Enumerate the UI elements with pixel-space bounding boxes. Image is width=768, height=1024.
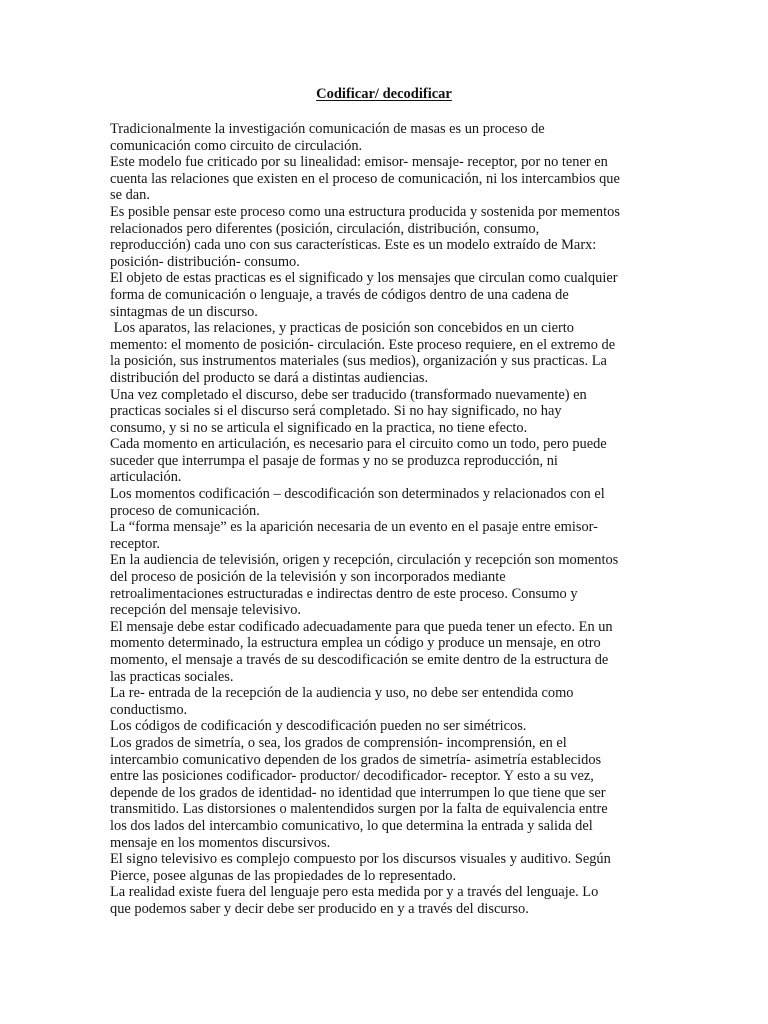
paragraph-line: Este modelo fue criticado por su linealidad: emisor- mensaje- receptor, por no tener en — [110, 154, 608, 171]
paragraph-line: las practicas sociales. — [110, 668, 234, 685]
paragraph-line: recepción del mensaje televisivo. — [110, 602, 301, 619]
paragraph — [110, 320, 655, 386]
paragraph-line: suceder que interrumpa el pasaje de formas y no se produzca reproducción, ni — [110, 452, 558, 469]
paragraph-line: En la audiencia de televisión, origen y recepción, circulación y recepción son momentos — [110, 552, 619, 569]
paragraph-line: La re- entrada de la recepción de la audiencia y uso, no debe ser entendida como — [110, 685, 574, 702]
paragraph-line: momento determinado, la estructura emplea un código y produce un mensaje, en otro — [110, 635, 601, 652]
paragraph-line: reproducción) cada uno con sus características. Este es un modelo extraído de Marx: — [110, 237, 597, 254]
paragraph — [110, 387, 655, 437]
paragraph-line: conductismo. — [110, 701, 188, 718]
paragraph-line: Es posible pensar este proceso como una estructura producida y sostenida por mementos — [110, 203, 620, 220]
paragraph-line: proceso de comunicación. — [110, 502, 260, 519]
paragraph-line: articulación. — [110, 469, 182, 486]
document-body — [110, 121, 655, 918]
paragraph — [110, 121, 655, 154]
paragraph-line: del proceso de posición de la televisión y son incorporados mediante — [110, 569, 506, 586]
paragraph-line: Los códigos de codificación y descodificación pueden no ser simétricos. — [110, 718, 527, 735]
paragraph-line: momento, el mensaje a través de su descodificación se emite dentro de la estructura de — [110, 652, 609, 668]
paragraph-line: memento: el momento de posición- circulación. Este proceso requiere, en el extremo de — [110, 336, 616, 353]
paragraph-line: se dan. — [110, 187, 150, 204]
paragraph — [110, 552, 655, 618]
paragraph-line: depende de los grados de identidad- no identidad que interrumpen lo que tiene que ser — [110, 784, 606, 801]
paragraph-line: cuenta las relaciones que existen en el proceso de comunicación, ni los intercambios que — [110, 170, 620, 187]
paragraph — [110, 486, 655, 519]
paragraph-line: transmitido. Las distorsiones o malentendidos surgen por la falta de equivalencia entre — [110, 801, 608, 818]
document-title: Codificar/ decodificar — [316, 86, 452, 102]
paragraph-line: Los aparatos, las relaciones, y practicas de posición son concebidos en un cierto — [110, 320, 574, 337]
paragraph-line: comunicación como circuito de circulación. — [110, 137, 363, 154]
paragraph-line: La realidad existe fuera del lenguaje pero esta medida por y a través del lenguaje. Lo — [110, 884, 599, 901]
paragraph-line: Tradicionalmente la investigación comunicación de masas es un proceso de — [110, 121, 545, 137]
paragraph-line: El objeto de estas practicas es el significado y los mensajes que circulan como cualquier — [110, 270, 618, 287]
paragraph-line: receptor. — [110, 535, 160, 552]
paragraph — [110, 204, 655, 270]
paragraph — [110, 735, 655, 851]
paragraph — [110, 270, 655, 320]
paragraph-line: El mensaje debe estar codificado adecuadamente para que pueda tener un efecto. En un — [110, 618, 613, 635]
paragraph-line: posición- distribución- consumo. — [110, 253, 300, 270]
paragraph-line: distribución del producto se dará a distintas audiencias. — [110, 369, 429, 386]
paragraph — [110, 619, 655, 685]
paragraph-line: entre las posiciones codificador- productor/ decodificador- receptor. Y esto a su vez, — [110, 768, 594, 785]
paragraph — [110, 519, 655, 552]
paragraph-line: Los grados de simetría, o sea, los grados de comprensión- incomprensión, en el — [110, 734, 567, 751]
paragraph-line: consumo, y si no se articula el significado en la practica, no tiene efecto. — [110, 419, 528, 436]
paragraph-line: La “forma mensaje” es la aparición necesaria de un evento en el pasaje entre emisor- — [110, 519, 598, 536]
paragraph-line: forma de comunicación o lenguaje, a través de códigos dentro de una cadena de — [110, 286, 569, 303]
paragraph-line: intercambio comunicativo dependen de los grados de simetría- asimetría establecidos — [110, 751, 602, 768]
paragraph-line: sintagmas de un discurso. — [110, 303, 258, 320]
paragraph-line: practicas sociales si el discurso será completado. Si no hay significado, no hay — [110, 403, 562, 420]
paragraph — [110, 884, 655, 917]
paragraph-line: Una vez completado el discurso, debe ser traducido (transformado nuevamente) en — [110, 386, 587, 403]
paragraph — [110, 436, 655, 486]
paragraph-line: relacionados pero diferentes (posición, circulación, distribución, consumo, — [110, 220, 540, 237]
paragraph-line: Cada momento en articulación, es necesario para el circuito como un todo, pero puede — [110, 436, 607, 453]
paragraph — [110, 154, 655, 204]
paragraph-line: Los momentos codificación – descodificación son determinados y relacionados con el — [110, 486, 605, 503]
paragraph-line: los dos lados del intercambio comunicativo, lo que determina la entrada y salida del — [110, 817, 593, 834]
paragraph — [110, 685, 655, 718]
paragraph-line: la posición, sus instrumentos materiales (sus medios), organización y sus practicas. La — [110, 353, 607, 370]
paragraph-line: El signo televisivo es complejo compuesto por los discursos visuales y auditivo. Según — [110, 851, 611, 868]
paragraph — [110, 851, 655, 884]
paragraph-line: mensaje en los momentos discursivos. — [110, 834, 331, 851]
paragraph-line: retroalimentaciones estructuradas e indirectas dentro de este proceso. Consumo y — [110, 585, 578, 602]
paragraph-line: que podemos saber y decir debe ser producido en y a través del discurso. — [110, 900, 529, 917]
paragraph-line: Pierce, posee algunas de las propiedades de lo representado. — [110, 867, 457, 884]
paragraph — [110, 718, 655, 735]
